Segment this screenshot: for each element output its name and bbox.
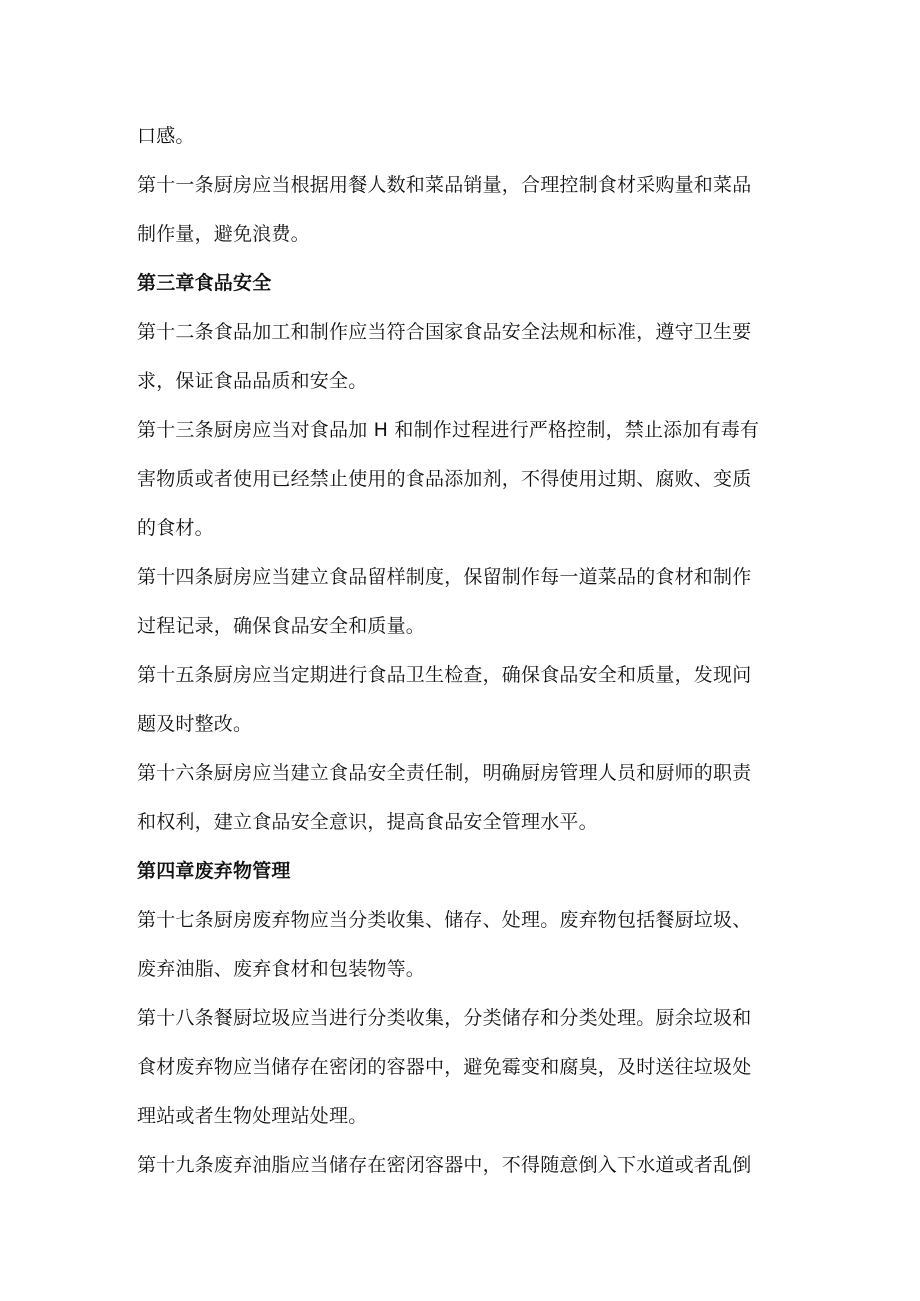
text-line: 第十三条厨房应当对食品加 H 和制作过程进行严格控制，禁止添加有毒有 bbox=[137, 419, 760, 441]
text-line: 第十六条厨房应当建立食品安全责任制，明确厨房管理人员和厨师的职责 bbox=[137, 762, 752, 784]
chapter-4-heading-block bbox=[137, 847, 787, 896]
article-19 bbox=[137, 1141, 787, 1190]
text-line: 食材废弃物应当储存在密闭的容器中，避免霉变和腐臭，及时送往垃圾处 bbox=[137, 1056, 752, 1078]
text-line: 第十五条厨房应当定期进行食品卫生检查，确保食品安全和质量，发现问 bbox=[137, 664, 752, 686]
article-14 bbox=[137, 553, 787, 651]
text-line: 口感。 bbox=[137, 125, 195, 147]
article-16 bbox=[137, 749, 787, 847]
chapter-heading: 第四章废弃物管理 bbox=[137, 860, 291, 882]
chapter-3-heading-block bbox=[137, 259, 787, 308]
article-12 bbox=[137, 308, 787, 406]
text-line: 求，保证食品品质和安全。 bbox=[137, 370, 368, 392]
article-11 bbox=[137, 161, 787, 259]
text-line: 第十七条厨房废弃物应当分类收集、储存、处理。废弃物包括餐厨垃圾、 bbox=[137, 909, 752, 931]
text-line: 和权利，建立食品安全意识，提高食品安全管理水平。 bbox=[137, 811, 598, 833]
text-line: 第十一条厨房应当根据用餐人数和菜品销量，合理控制食材采购量和菜品 bbox=[137, 174, 752, 196]
article-17 bbox=[137, 896, 787, 994]
text-line: 的食材。 bbox=[137, 517, 214, 539]
text-line: 制作量，避免浪费。 bbox=[137, 223, 310, 245]
text-line: 题及时整改。 bbox=[137, 713, 253, 735]
text-line: 第十二条食品加工和制作应当符合国家食品安全法规和标准，遵守卫生要 bbox=[137, 321, 752, 343]
text-line: 理站或者生物处理站处理。 bbox=[137, 1105, 368, 1127]
paragraph-continuation bbox=[137, 112, 787, 161]
text-line: 过程记录，确保食品安全和质量。 bbox=[137, 615, 426, 637]
text-line: 害物质或者使用已经禁止使用的食品添加剂，不得使用过期、腐败、变质 bbox=[137, 468, 752, 490]
chapter-heading: 第三章食品安全 bbox=[137, 272, 272, 294]
document-body bbox=[137, 112, 787, 1190]
text-line: 第十四条厨房应当建立食品留样制度，保留制作每一道菜品的食材和制作 bbox=[137, 566, 752, 588]
text-line: 废弃油脂、废弃食材和包装物等。 bbox=[137, 958, 426, 980]
text-line: 第十八条餐厨垃圾应当进行分类收集，分类储存和分类处理。厨余垃圾和 bbox=[137, 1007, 752, 1029]
article-13 bbox=[137, 406, 787, 553]
text-line: 第十九条废弃油脂应当储存在密闭容器中，不得随意倒入下水道或者乱倒 bbox=[137, 1154, 752, 1176]
article-18 bbox=[137, 994, 787, 1141]
article-15 bbox=[137, 651, 787, 749]
